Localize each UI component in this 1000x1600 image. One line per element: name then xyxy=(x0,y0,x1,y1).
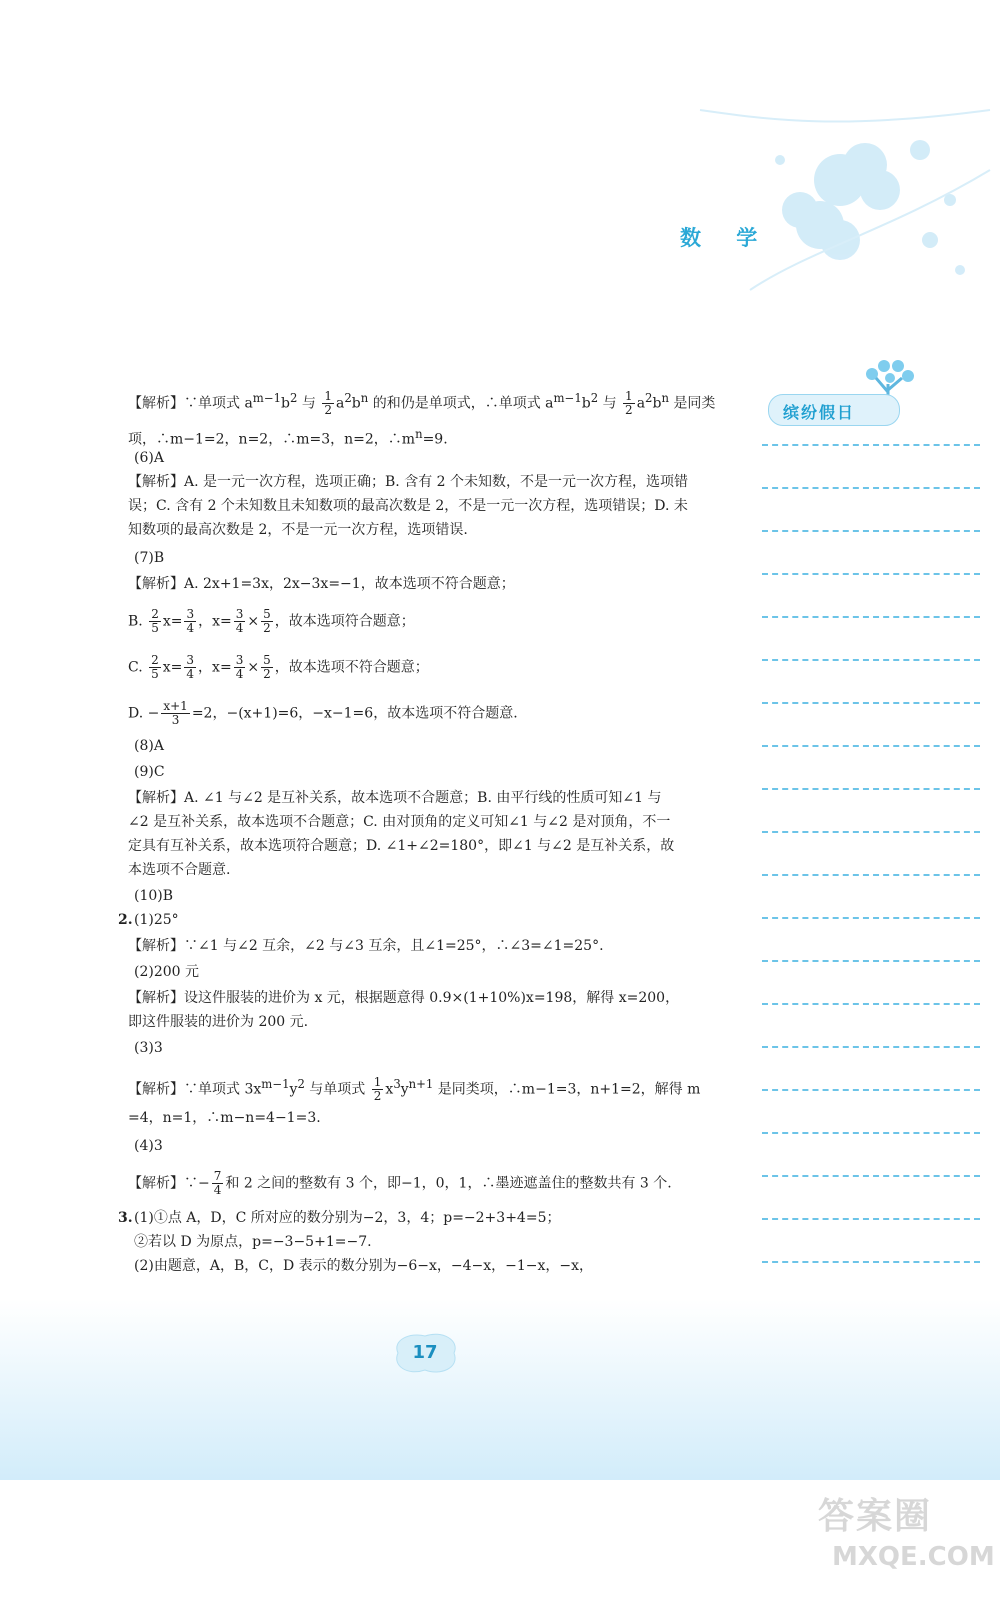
text-line: 【解析】∵单项式 $3x^{m-1}y^2$ 与单项式 $\frac{1}{2}$ $x^3y^{n+1}$ 是同类项，∴m−1=3，n+1=2，解得 m xyxy=(128,1075,701,1104)
note-line xyxy=(762,616,980,618)
text-line: 即这件服装的进价为 200 元. xyxy=(128,1014,309,1030)
note-line xyxy=(762,874,980,876)
note-line xyxy=(762,831,980,833)
note-line xyxy=(762,788,980,790)
text-line: 【解析】A. 2x+1=3x，2x−3x=−1，故本选项不符合题意； xyxy=(128,576,515,592)
text-line: 知数项的最高次数是 2，不是一元一次方程，选项错误. xyxy=(128,522,468,538)
text-line: (4)3 xyxy=(134,1138,163,1154)
note-line xyxy=(762,659,980,661)
text-line: (2)由题意，A，B，C，D 表示的数分别为−6−x，−4−x，−1−x，−x， xyxy=(134,1258,594,1274)
floral-decoration xyxy=(690,90,1000,320)
fraction: $\frac{1}{2}$ xyxy=(324,389,332,418)
text-line: C. $\frac{2}{5}$ x= $\frac{3}{4}$ ，x= $\frac{3}{4}$ × $\frac{5}{2}$ ，故本选项不符合题意； xyxy=(128,653,429,681)
text-line: (9)C xyxy=(134,764,165,780)
note-line xyxy=(762,960,980,962)
text-line: (6)A xyxy=(134,450,164,466)
note-line xyxy=(762,745,980,747)
text-line: (7)B xyxy=(134,550,165,566)
note-line xyxy=(762,1261,980,1263)
text-line: (2)200 元 xyxy=(134,964,200,980)
watermark-url: MXQE.COM xyxy=(832,1542,995,1572)
text-line: 【解析】A. ∠1 与∠2 是互补关系，故本选项不合题意；B. 由平行线的性质可知∠1 与 xyxy=(128,790,662,806)
note-line xyxy=(762,487,980,489)
text-line: 项，∴m−1=2，n=2，∴m=3，n=2，$\therefore m^n=9$. xyxy=(128,427,448,448)
text-line: 2. (1)25° xyxy=(118,912,179,928)
watermark-logo: 答案圈 xyxy=(818,1496,933,1537)
footer-band xyxy=(0,1300,1000,1480)
note-line xyxy=(762,444,980,446)
watermark xyxy=(818,1488,995,1588)
text-line: 【解析】∵单项式 $a^{m-1}b^2$ 与 $\frac{1}{2}$ $a^2b^n$ 的和仍是单项式，∴单项式 $a^{m-1}b^2$ 与 $\frac{1}{2}$ $a^2b^n$ 是同类 xyxy=(128,389,716,418)
note-line xyxy=(762,702,980,704)
fraction: $\frac{1}{2}$ xyxy=(625,389,633,418)
text-line: B. $\frac{2}{5}$ x= $\frac{3}{4}$ ，x= $\frac{3}{4}$ × $\frac{5}{2}$ ，故本选项符合题意； xyxy=(128,607,415,635)
question-number: 2. xyxy=(118,912,133,928)
note-line xyxy=(762,917,980,919)
text-line: 【解析】∵∠1 与∠2 互余，∠2 与∠3 互余，且∠1=25°，∴∠3=∠1=25°. xyxy=(128,938,604,954)
text-line: ②若以 D 为原点，p=−3−5+1=−7. xyxy=(134,1234,372,1250)
note-line xyxy=(762,1089,980,1091)
text-line: (10)B xyxy=(134,888,174,904)
text-line: (3)3 xyxy=(134,1040,163,1056)
note-line xyxy=(762,1132,980,1134)
text-line: 误；C. 含有 2 个未知数且未知数项的最高次数是 2，不是一元一次方程，选项错误；D. 未 xyxy=(128,498,688,514)
text-line: =4，n=1，∴m−n=4−1=3. xyxy=(128,1110,321,1126)
text-line: ∠2 是互补关系，故本选项不合题意；C. 由对顶角的定义可知∠1 与∠2 是对顶角，不一 xyxy=(128,814,671,830)
text-line: 【解析】设这件服装的进价为 x 元，根据题意得 0.9×(1+10%)x=198，解得 x=200， xyxy=(128,990,680,1006)
note-line xyxy=(762,573,980,575)
text-line: 3. (1)①点 A，D，C 所对应的数分别为−2，3，4；p=−2+3+4=5； xyxy=(118,1210,561,1226)
text-line: (8)A xyxy=(134,738,164,754)
text-line: 【解析】A. 是一元一次方程，选项正确；B. 含有 2 个未知数，不是一元一次方程，选项错 xyxy=(128,474,689,490)
page-number: 17 xyxy=(412,1342,438,1363)
question-number: 3. xyxy=(118,1210,133,1226)
note-line xyxy=(762,1003,980,1005)
text-line: 【解析】∵− $\frac{7}{4}$ 和 2 之间的整数有 3 个，即−1，0，1，∴墨迹遮盖住的整数共有 3 个. xyxy=(128,1169,672,1197)
sidebar-badge-label: 缤纷假日 xyxy=(783,403,856,422)
text-line: 定具有互补关系，故本选项符合题意；D. ∠1+∠2=180°，即∠1 与∠2 是互补关系，故 xyxy=(128,838,675,854)
note-line xyxy=(762,1175,980,1177)
sidebar-badge xyxy=(768,394,900,426)
note-line xyxy=(762,530,980,532)
subject-title: 数 学 xyxy=(680,226,772,250)
note-line xyxy=(762,1046,980,1048)
text-line: D. − $\frac{x+1}{3}$ =2，−(x+1)=6，−x−1=6，故本选项不符合题意. xyxy=(128,699,518,727)
text-line: 本选项不合题意. xyxy=(128,862,231,878)
note-line xyxy=(762,1218,980,1220)
